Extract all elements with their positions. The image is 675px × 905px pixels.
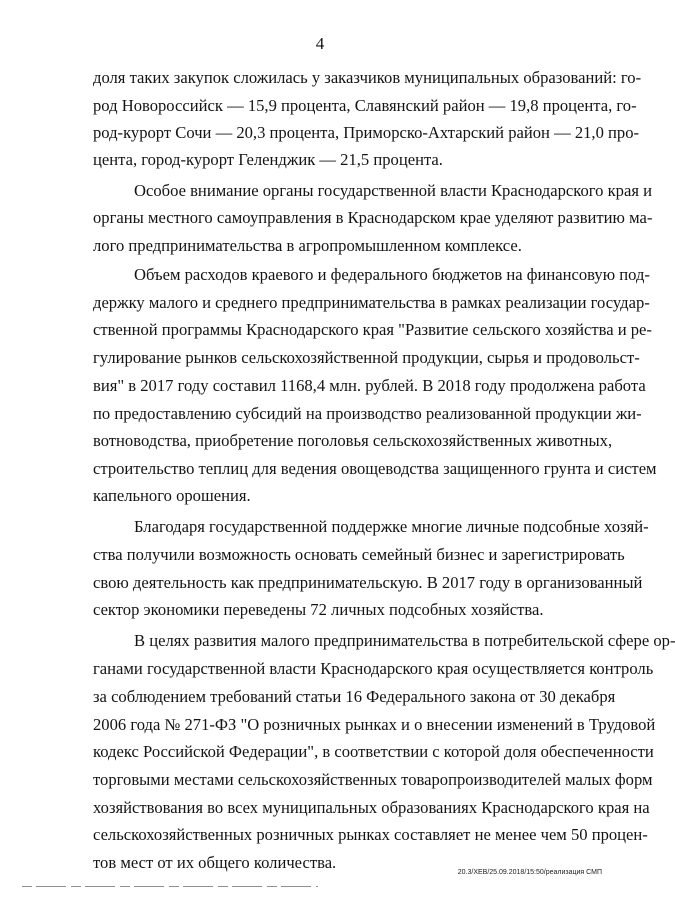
page-number: 4 <box>315 34 325 53</box>
text-line-5: Особое внимание органы государственной власти Краснодарского края и <box>134 181 652 200</box>
text-line-24: 2006 года № 271-ФЗ "О розничных рынках и о внесении изменений в Трудовой <box>93 715 656 734</box>
text-line-11: гулирование рынков сельскохозяйственной продукции, сырья и продовольст- <box>93 348 640 367</box>
text-line-2: род Новороссийск — 15,9 процента, Славянский район — 19,8 процента, го- <box>93 96 637 115</box>
text-line-20: сектор экономики переведены 72 личных подсобных хозяйства. <box>93 600 544 619</box>
text-line-1: доля таких закупок сложилась у заказчиков муниципальных образований: го- <box>93 68 642 87</box>
text-line-22: ганами государственной власти Краснодарского края осуществляется контроль <box>93 659 654 678</box>
text-line-14: вотноводства, приобретение поголовья сельскохозяйственных животных, <box>93 431 613 450</box>
text-line-15: строительство теплиц для ведения овощеводства защищенного грунта и систем <box>93 459 657 478</box>
text-line-8: Объем расходов краевого и федерального бюджетов на финансовую под- <box>134 265 650 284</box>
text-line-29: тов мест от их общего количества. <box>93 853 337 872</box>
text-line-25: кодекс Российской Федерации", в соответствии с которой доля обеспеченности <box>93 742 654 761</box>
footer-document-code: 20.3/ХЕВ/25.09.2018/15:50/реализация СМП <box>457 869 602 876</box>
text-line-3: род-курорт Сочи — 20,3 процента, Приморско-Ахтарский район — 21,0 про- <box>93 123 640 142</box>
text-line-17: Благодаря государственной поддержке многие личные подсобные хозяй- <box>134 517 649 536</box>
text-line-26: торговыми местами сельскохозяйственных товаропроизводителей малых форм <box>93 770 653 789</box>
text-line-6: органы местного самоуправления в Краснодарском крае уделяют развитию ма- <box>93 208 653 227</box>
text-line-21: В целях развития малого предпринимательства в потребительской сфере ор- <box>134 631 675 650</box>
text-line-7: лого предпринимательства в агропромышленном комплексе. <box>93 236 522 255</box>
bottom-dashed-rule <box>22 886 318 887</box>
text-line-28: сельскохозяйственных розничных рынках составляет не менее чем 50 процен- <box>93 825 648 844</box>
text-line-16: капельного орошения. <box>93 486 251 505</box>
text-line-19: свою деятельность как предпринимательскую. В 2017 году в организованный <box>93 573 643 592</box>
text-line-9: держку малого и среднего предпринимательства в рамках реализации государ- <box>93 293 650 312</box>
text-line-23: за соблюдением требований статьи 16 Федерального закона от 30 декабря <box>93 687 616 706</box>
text-line-12: вия" в 2017 году составил 1168,4 млн. рублей. В 2018 году продолжена работа <box>93 376 646 395</box>
text-line-4: цента, город-курорт Геленджик — 21,5 процента. <box>93 150 443 169</box>
text-line-10: ственной программы Краснодарского края "Развитие сельского хозяйства и ре- <box>93 320 652 339</box>
text-line-13: по предоставлению субсидий на производство реализованной продукции жи- <box>93 404 642 423</box>
text-line-18: ства получили возможность основать семейный бизнес и зарегистрировать <box>93 545 625 564</box>
text-line-27: хозяйствования во всех муниципальных образованиях Краснодарского края на <box>93 798 650 817</box>
